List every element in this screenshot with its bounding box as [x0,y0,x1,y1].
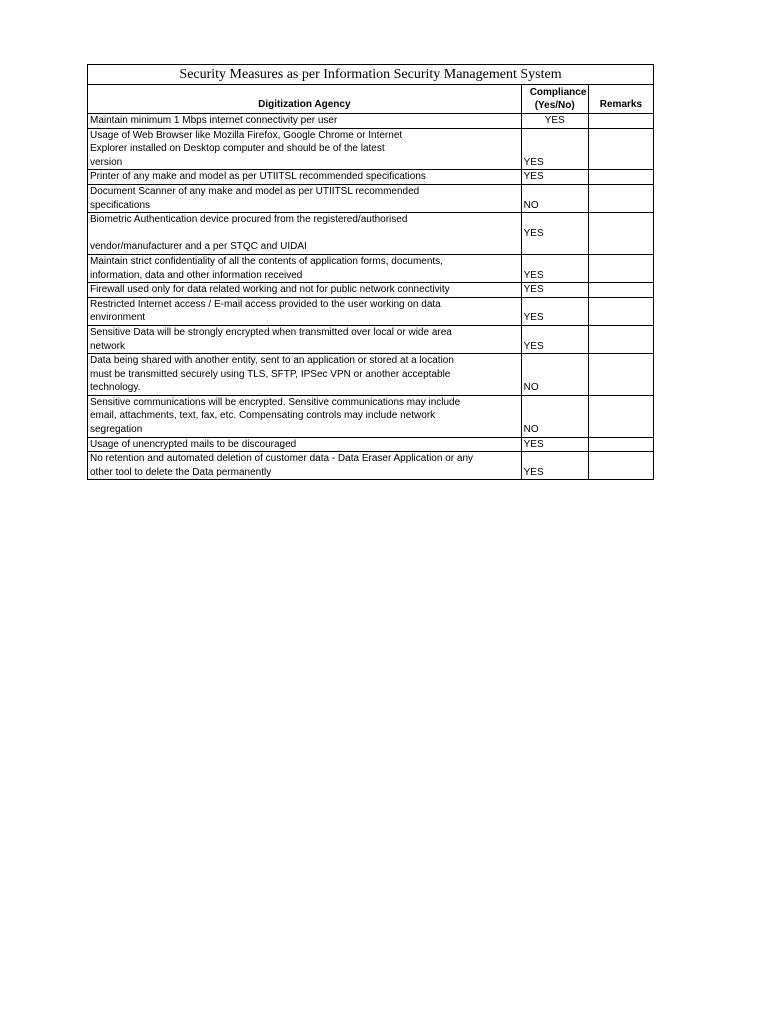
compliance-value: YES [521,452,588,480]
remarks-value [588,170,653,185]
remarks-value [588,184,653,212]
table-row [88,283,654,298]
table-row [88,452,654,480]
compliance-value: NO [521,184,588,212]
compliance-sheet [87,64,654,480]
requirement-text: Usage of Web Browser like Mozilla Firefox, Google Chrome or Internet Explorer installed on Desktop computer and should be of the latest version [88,128,522,170]
compliance-value: YES [521,254,588,282]
remarks-value [588,354,653,396]
header-compliance [521,85,588,114]
table-row [88,128,654,170]
table-row [88,354,654,396]
requirement-text: Printer of any make and model as per UTIITSL recommended specifications [88,170,522,185]
requirement-text: Sensitive communications will be encrypted. Sensitive communications may include email, attachments, text, fax, etc. Compensating controls may include network segregation [88,395,522,437]
table-row [88,114,654,129]
compliance-value: YES [521,325,588,353]
compliance-value: YES [521,114,588,129]
table-row [88,395,654,437]
remarks-value [588,254,653,282]
compliance-value: YES [521,170,588,185]
table-row [88,170,654,185]
requirement-text: Maintain minimum 1 Mbps internet connectivity per user [88,114,522,129]
compliance-table [87,64,654,480]
table-row [88,184,654,212]
remarks-value [588,325,653,353]
compliance-value: YES [521,213,588,255]
table-row [88,213,654,255]
remarks-value [588,437,653,452]
requirement-text: Data being shared with another entity, sent to an application or stored at a location must be transmitted securely using TLS, SFTP, IPSec VPN or another acceptable technology. [88,354,522,396]
requirement-text: Maintain strict confidentiality of all the contents of application forms, documents, information, data and other information received [88,254,522,282]
table-body [88,114,654,480]
compliance-value: YES [521,283,588,298]
document-title: Security Measures as per Information Security Management System [88,65,654,85]
table-row [88,437,654,452]
remarks-value [588,283,653,298]
header-remarks: Remarks [588,85,653,114]
requirement-text: Firewall used only for data related working and not for public network connectivity [88,283,522,298]
compliance-value: YES [521,128,588,170]
remarks-value [588,128,653,170]
table-row [88,325,654,353]
table-row [88,254,654,282]
requirement-text: Biometric Authentication device procured from the registered/authorised vendor/manufacturer and a per STQC and UIDAI [88,213,522,255]
compliance-value: YES [521,297,588,325]
remarks-value [588,395,653,437]
remarks-value [588,452,653,480]
requirement-text: No retention and automated deletion of customer data - Data Eraser Application or any other tool to delete the Data permanently [88,452,522,480]
requirement-text: Document Scanner of any make and model as per UTIITSL recommended specifications [88,184,522,212]
remarks-value [588,114,653,129]
compliance-value: NO [521,354,588,396]
requirement-text: Sensitive Data will be strongly encrypted when transmitted over local or wide area network [88,325,522,353]
table-row [88,297,654,325]
remarks-value [588,213,653,255]
compliance-value: YES [521,437,588,452]
header-agency: Digitization Agency [88,85,522,114]
remarks-value [588,297,653,325]
requirement-text: Usage of unencrypted mails to be discouraged [88,437,522,452]
header-compliance-label: Compliance (Yes/No) [529,87,587,111]
compliance-value: NO [521,395,588,437]
requirement-text: Restricted Internet access / E-mail access provided to the user working on data environment [88,297,522,325]
